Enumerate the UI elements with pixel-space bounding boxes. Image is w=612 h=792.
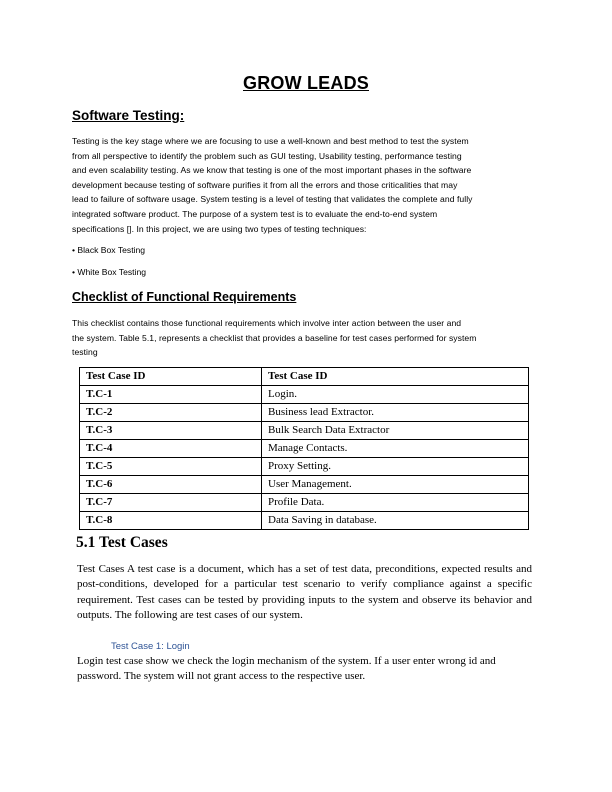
test-case-id: T.C-3 [80,422,262,440]
test-case-name: Login. [262,386,529,404]
paragraph-line: This checklist contains those functional requirements which involve inter action between the user and [72,318,462,328]
paragraph-line: password. The system will not grant access to the respective user. [77,670,366,683]
table-header-row [80,368,529,386]
test-case-name: Data Saving in database. [262,512,529,530]
paragraph-line: the system. Table 5.1, represents a checklist that provides a baseline for test cases performed for system [72,332,477,343]
table-row [80,512,529,530]
test-case-name: User Management. [262,476,529,494]
paragraph-line: Testing is the key stage where we are focusing to use a well-known and best method to test the system [72,136,469,146]
table-row [80,440,529,458]
test-case-id: T.C-8 [80,512,262,530]
test-case-name: Profile Data. [262,494,529,512]
table-row [80,422,529,440]
document-title: GROW LEADS [243,73,369,93]
test-cases-heading: 5.1 Test Cases [76,534,168,551]
software-testing-heading: Software Testing: [72,108,185,123]
login-test-case-paragraph [77,654,532,685]
test-case-name: Bulk Search Data Extractor [262,422,529,440]
test-case-1-subheading: Test Case 1: Login [111,641,190,652]
table-row [80,494,529,512]
test-case-id: T.C-2 [80,404,262,422]
paragraph-line: specifications []. In this project, we are using two types of testing techniques: [72,223,367,234]
test-case-id: T.C-6 [80,476,262,494]
test-case-id: T.C-4 [80,440,262,458]
paragraph-line: Login test case show we check the login mechanism of the system. If a user enter wrong id and [77,655,496,667]
paragraph-line: and even scalability testing. As we know that testing is one of the most important phases in the software [72,165,472,176]
paragraph-line: lead to failure of software usage. System testing is a level of testing that validates the complete and fully [72,194,473,205]
test-cases-paragraph: Test Cases A test case is a document, which has a set of test data, preconditions, expected results and post-conditions, developed for a particular test scenario to verify compliance against a specific requirement. Test cases can be tested by providing inputs to the system and observe its behavior and outputs. The following are test cases of our system. [77,563,532,622]
table-row [80,458,529,476]
test-case-id: T.C-7 [80,494,262,512]
table-row [80,404,529,422]
test-case-name: Proxy Setting. [262,458,529,476]
bullet-white-box: • White Box Testing [72,267,147,277]
paragraph-line: testing [72,347,98,358]
paragraph-line: from all perspective to identify the problem such as GUI testing, Usability testing, performance testing [72,150,462,161]
paragraph-line: integrated software product. The purpose of a system test is to evaluate the end-to-end system [72,208,438,219]
table-row [80,476,529,494]
test-case-id: T.C-1 [80,386,262,404]
functional-requirements-table [79,367,529,530]
checklist-paragraph [72,316,542,360]
checklist-heading: Checklist of Functional Requirements [72,290,297,304]
column-header: Test Case ID [80,368,262,386]
test-case-id: T.C-5 [80,458,262,476]
table-row [80,386,529,404]
test-case-name: Business lead Extractor. [262,404,529,422]
paragraph-line: development because testing of software purifies it from all the errors and those criticalities that may [72,179,458,190]
test-case-name: Manage Contacts. [262,440,529,458]
bullet-black-box: • Black Box Testing [72,245,146,255]
software-testing-paragraph [72,134,542,236]
column-header: Test Case ID [262,368,529,386]
